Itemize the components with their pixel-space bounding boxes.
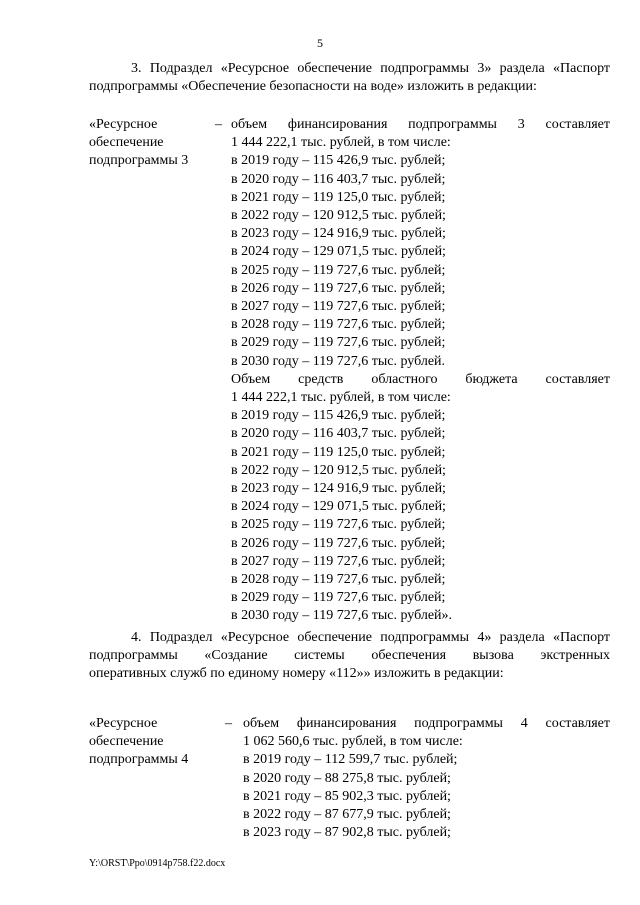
funding-line: 1 444 222,1 тыс. рублей, в том числе:: [231, 135, 451, 151]
funding-line: в 2020 году – 116 403,7 тыс. рублей;: [231, 171, 446, 187]
funding-line: в 2022 году – 120 912,5 тыс. рублей;: [231, 462, 446, 478]
funding-line: объем финансирования подпрограммы 3 составляет: [231, 117, 610, 132]
section-4-funding-lines: [243, 715, 610, 842]
funding-line: в 2020 году – 88 275,8 тыс. рублей;: [243, 770, 451, 786]
section-4-label: [89, 715, 214, 770]
funding-line: в 2023 году – 124 916,9 тыс. рублей;: [231, 226, 446, 242]
funding-line: 1 062 560,6 тыс. рублей, в том числе:: [243, 734, 463, 750]
section-4-label-line: подпрограммы 4: [89, 752, 189, 768]
section-3-label: [89, 116, 214, 171]
funding-line: объем финансирования подпрограммы 4 составляет: [243, 716, 610, 731]
section-4-heading-line-2: подпрограммы «Создание системы обеспечения вызова экстренных: [89, 648, 610, 663]
funding-line: в 2025 году – 119 727,6 тыс. рублей;: [231, 262, 446, 278]
page-number: 5: [317, 36, 323, 50]
funding-line: в 2023 году – 124 916,9 тыс. рублей;: [231, 481, 446, 497]
funding-line: в 2029 году – 119 727,6 тыс. рублей;: [231, 590, 446, 606]
section-3-heading-line-1: 3. Подраздел «Ресурсное обеспечение подпрограммы 3» раздела «Паспорт: [131, 61, 610, 76]
funding-line: в 2024 году – 129 071,5 тыс. рублей;: [231, 244, 446, 260]
funding-line: в 2026 году – 119 727,6 тыс. рублей;: [231, 280, 446, 296]
funding-line: в 2025 году – 119 727,6 тыс. рублей;: [231, 517, 446, 533]
funding-line: Объем средств областного бюджета составляет: [231, 371, 610, 387]
funding-line: в 2021 году – 119 125,0 тыс. рублей;: [231, 444, 446, 460]
section-4-label-line: «Ресурсное: [89, 716, 158, 731]
section-3-funding-lines: [231, 116, 610, 626]
funding-line: в 2030 году – 119 727,6 тыс. рублей.: [231, 353, 446, 369]
funding-line: в 2022 году – 87 677,9 тыс. рублей;: [243, 807, 451, 823]
funding-line: в 2026 году – 119 727,6 тыс. рублей;: [231, 535, 446, 551]
funding-line: в 2019 году – 115 426,9 тыс. рублей;: [231, 408, 446, 424]
section-4-label-line: обеспечение: [89, 734, 164, 750]
section-3-heading-line-2: подпрограммы «Обеспечение безопасности на воде» изложить в редакции:: [89, 79, 537, 94]
funding-line: в 2027 году – 119 727,6 тыс. рублей;: [231, 299, 446, 315]
funding-line: в 2022 году – 120 912,5 тыс. рублей;: [231, 208, 446, 224]
section-3-label-line: «Ресурсное: [89, 117, 158, 132]
funding-line: в 2027 году – 119 727,6 тыс. рублей;: [231, 553, 446, 569]
funding-line: в 2021 году – 119 125,0 тыс. рублей;: [231, 189, 446, 205]
funding-line: в 2021 году – 85 902,3 тыс. рублей;: [243, 788, 451, 804]
funding-line: в 2029 году – 119 727,6 тыс. рублей;: [231, 335, 446, 351]
funding-line: в 2023 году – 87 902,8 тыс. рублей;: [243, 825, 451, 841]
funding-line: в 2020 году – 116 403,7 тыс. рублей;: [231, 426, 446, 442]
section-3-label-line: подпрограммы 3: [89, 153, 189, 169]
funding-line: в 2028 году – 119 727,6 тыс. рублей;: [231, 317, 446, 333]
funding-line: 1 444 222,1 тыс. рублей, в том числе:: [231, 390, 451, 406]
footer-file-path: Y:\ORST\Ppo\0914p758.f22.docx: [89, 858, 226, 869]
section-4-heading-line-1: 4. Подраздел «Ресурсное обеспечение подпрограммы 4» раздела «Паспорт: [131, 630, 610, 645]
section-4-heading: [89, 629, 610, 683]
section-3-heading: [89, 60, 610, 96]
section-4-heading-line-3: оперативных служб по единому номеру «112»» изложить в редакции:: [89, 666, 504, 681]
funding-line: в 2019 году – 112 599,7 тыс. рублей;: [243, 752, 458, 768]
funding-line: в 2019 году – 115 426,9 тыс. рублей;: [231, 153, 446, 169]
funding-line: в 2028 году – 119 727,6 тыс. рублей;: [231, 572, 446, 588]
funding-line: в 2030 году – 119 727,6 тыс. рублей».: [231, 608, 453, 624]
section-4-dash: –: [225, 716, 232, 731]
section-3-label-line: обеспечение: [89, 135, 164, 151]
section-3-dash: –: [215, 117, 222, 132]
funding-line: в 2024 году – 129 071,5 тыс. рублей;: [231, 499, 446, 515]
